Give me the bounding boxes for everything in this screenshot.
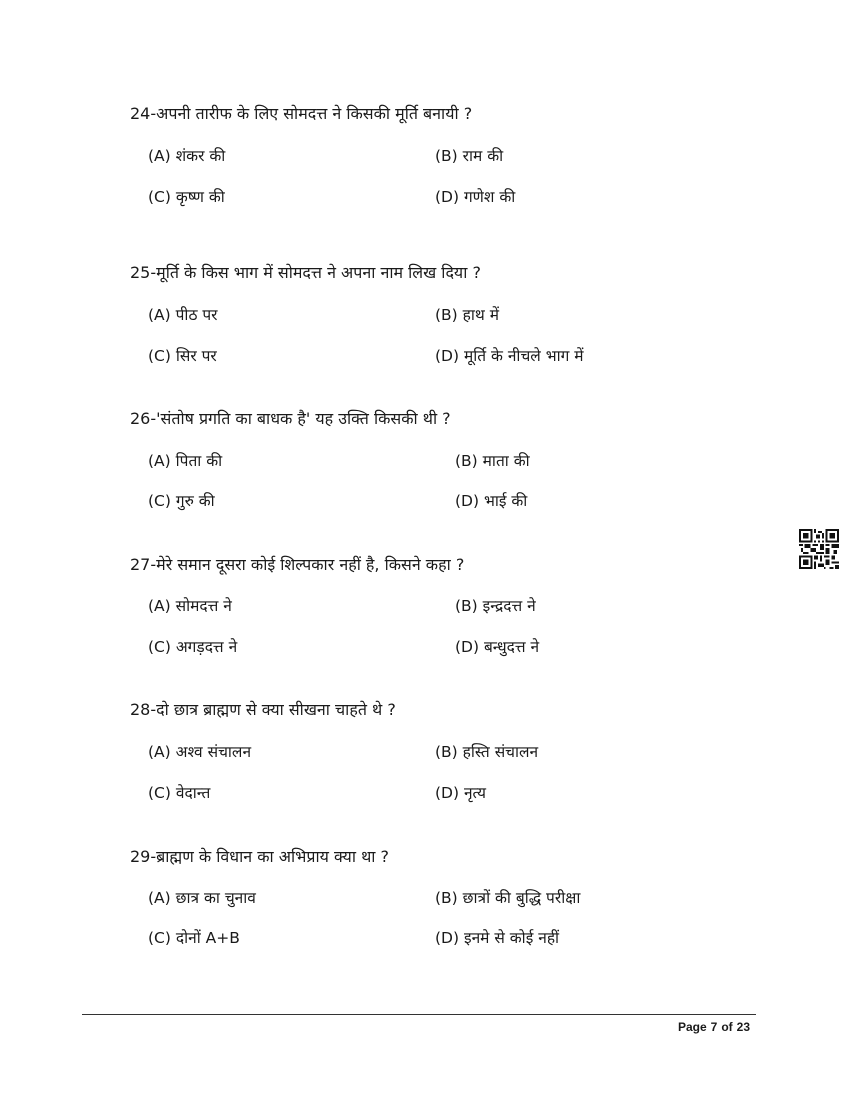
page-number <box>678 1020 750 1034</box>
q26-option-b: (B) माता की <box>455 452 530 470</box>
page-label: Page <box>677 1020 707 1034</box>
question-25: 25-मूर्ति के किस भाग में सोमदत्त ने अपना नाम लिख दिया ? <box>130 263 481 282</box>
q24-option-b: (B) राम की <box>435 147 504 165</box>
q24-option-c: (C) कृष्ण की <box>148 188 225 206</box>
q26-option-d: (D) भाई की <box>455 492 528 510</box>
q25-option-d: (D) मूर्ति के नीचले भाग में <box>435 347 584 365</box>
question-26: 26-'संतोष प्रगति का बाधक है' यह उक्ति किसकी थी ? <box>130 409 451 428</box>
q24-option-a: (A) शंकर की <box>148 147 226 165</box>
q27-option-c: (C) अगड़दत्त ने <box>148 638 238 656</box>
q27-option-b: (B) इन्द्रदत्त ने <box>455 597 536 615</box>
q29-option-c: (C) दोनों A+B <box>148 929 240 947</box>
page-of-label: of <box>721 1020 733 1034</box>
q28-option-b: (B) हस्ति संचालन <box>435 743 539 761</box>
question-29: 29-ब्राह्मण के विधान का अभिप्राय क्या था ? <box>130 847 390 866</box>
q25-option-c: (C) सिर पर <box>148 347 217 365</box>
q25-option-a: (A) पीठ पर <box>148 306 218 324</box>
q29-option-a: (A) छात्र का चुनाव <box>148 889 256 907</box>
question-27: 27-मेरे समान दूसरा कोई शिल्पकार नहीं है, किसने कहा ? <box>130 555 465 574</box>
page-current: 7 <box>710 1020 718 1034</box>
q29-option-d: (D) इनमे से कोई नहीं <box>435 929 560 947</box>
q24-option-d: (D) गणेश की <box>435 188 516 206</box>
question-28: 28-दो छात्र ब्राह्मण से क्या सीखना चाहते थे ? <box>130 700 396 719</box>
q27-option-a: (A) सोमदत्त ने <box>148 597 232 615</box>
page-total: 23 <box>736 1020 750 1034</box>
qr-code-icon <box>799 529 839 569</box>
q28-option-a: (A) अश्व संचालन <box>148 743 252 761</box>
q26-option-a: (A) पिता की <box>148 452 223 470</box>
q27-option-d: (D) बन्धुदत्त ने <box>455 638 540 656</box>
q28-option-d: (D) नृत्य <box>435 784 487 802</box>
q28-option-c: (C) वेदान्त <box>148 784 211 802</box>
q26-option-c: (C) गुरु की <box>148 492 215 510</box>
q25-option-b: (B) हाथ में <box>435 306 500 324</box>
q29-option-b: (B) छात्रों की बुद्धि परीक्षा <box>435 889 581 907</box>
question-24: 24-अपनी तारीफ के लिए सोमदत्त ने किसकी मूर्ति बनायी ? <box>130 104 473 123</box>
footer-divider <box>82 1014 756 1015</box>
